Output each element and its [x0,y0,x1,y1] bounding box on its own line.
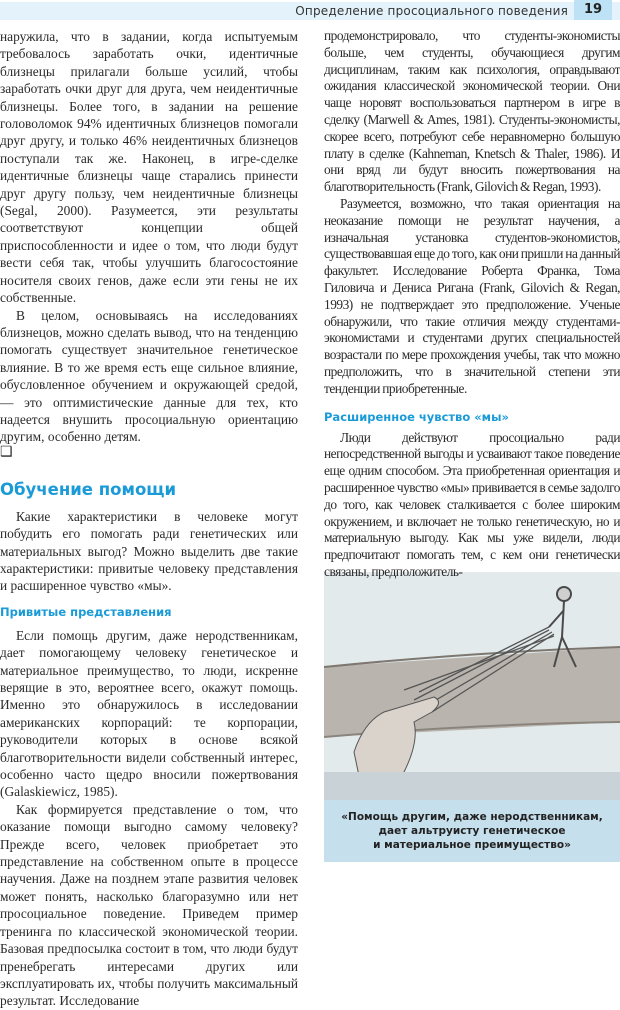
running-title: Определение просоциального поведения [295,4,568,18]
end-of-box-icon: ❑ [0,444,13,460]
paragraph: В целом, основываясь на исследованиях близнецов, можно сделать вывод, что на тенденцию помогать существует значительное генетическое влияние. В то же время есть еще сильное влияние, обусловленное обучением и окружающей средой, — это оптимистические данные для тех, кто надеется внушить просоциальную ориентацию другим, особенно детям. [0,307,298,445]
paragraph: Если помощь другим, даже неродственникам, дает помогающему человеку генетическое и материальное преимущество, то люди, искренне верящие в это, вероятнее всего, окажут помощь. Именно это обнаружилось в исследовании американских корпораций: те корпорации, руководители которых в основе всякой благотворительности видели собственный интерес, особенно часто щедро вносили пожертвования (Galaskiewicz, 1985). [0,627,298,800]
paragraph: Разумеется, возможно, что такая ориентация на неоказание помощи не результат научения, а изначальная установка студентов-экономистов, существовавшая еще до того, как они пришли на данный факультет. Исследование Роберта Франка, Тома Гиловича и Дениса Ригана (Frank, Gilovich & Regan, 1993) не подтверждает это предположение. Ученые обнаружили, что такие отличия между студентами-экономистами и студентами других специальностей возрастали по мере прохождения учебы, так что можно предположить, что в значительной степени эти тенденции приобретенные. [324,195,620,396]
paragraph: Люди действуют просоциально ради непосредственной выгоды и усваивают такое поведение еще одним способом. Эта приобретенная ориентация и расширенное чувство «мы» прививается в семье задолго до того, как человек сталкивается с более широким окружением, и включает не только генетическую, но и материальную выгоду. Как мы уже видели, люди предпочитают помогать тем, с кем они генетически связаны, предположитель- [324,429,620,579]
figure-caption [324,800,620,862]
subsection-title: Привитые представления [0,604,172,619]
caption-line: и материальное преимущество» [373,839,571,851]
caption-line: дает альтруисту генетическое [378,825,566,837]
puppet-hand-illustration [324,572,620,800]
page-number: 19 [574,0,612,20]
paragraph: Как формируется представление о том, что оказание помощи выгодно самому человеку? Прежде всего, человек приобретает это представление на собственном опыте в процессе научения. Даже на позднем этапе развития человек может понять, насколько благоразумно или нет просоциальное поведение. Приведем пример тренинга по классической экономической теории. Базовая предпосылка состоит в том, что люди будут пренебрегать интересами других или эксплуатировать их, чтобы получить максимальный результат. Исследование [0,801,298,1009]
section-title: Обучение помощи [0,479,177,499]
subsection-title: Расширенное чувство «мы» [324,409,509,424]
paragraph: наружила, что в задании, когда испытуемым требовалось заработать очки, идентичные близнецы прилагали больше усилий, чтобы заработать очки друг для друга, чем неидентичные близнецы. Более того, в задании на решение головоломок 94% идентичных близнецов помогали друг другу, и только 46% неидентичных близнецов поступали так же. Наконец, в игре-сделке идентичные близнецы чаще старались принести друг другу пользу, чем неидентичные близнецы (Segal, 2000). Разумеется, эти результаты соответствуют концепции общей приспособленности и идее о том, что люди будут вести себя так, чтобы улучшить благосостояние носителя своих генов, даже если эти гены не их собственные. [0,29,298,306]
right-column [324,28,620,581]
illustration-figure [324,572,620,862]
caption-line: «Помощь другим, даже неродственникам, [341,811,603,823]
left-column [0,28,298,1010]
paragraph: продемонстрировало, что студенты-экономисты больше, чем студенты, обучающиеся другим дисциплинам, таким как психология, оправдывают ожидания классической экономической теории. Они чаще норовят воспользоваться партнером в игре в сделку (Marwell & Ames, 1981). Студенты-экономисты, скорее всего, потребуют себе неравномерно большую плату в сделке (Kahneman, Knetsch & Thaler, 1986). И они вряд ли будут вносить пожертвования на благотворительность (Frank, Gilovich & Regan, 1993). [324,28,620,195]
paragraph: Какие характеристики в человеке могут побудить его помогать ради генетических или материальных выгод? Можно выделить две такие характеристики: привитые человеку представления и расширенное чувство «мы». [0,508,298,594]
